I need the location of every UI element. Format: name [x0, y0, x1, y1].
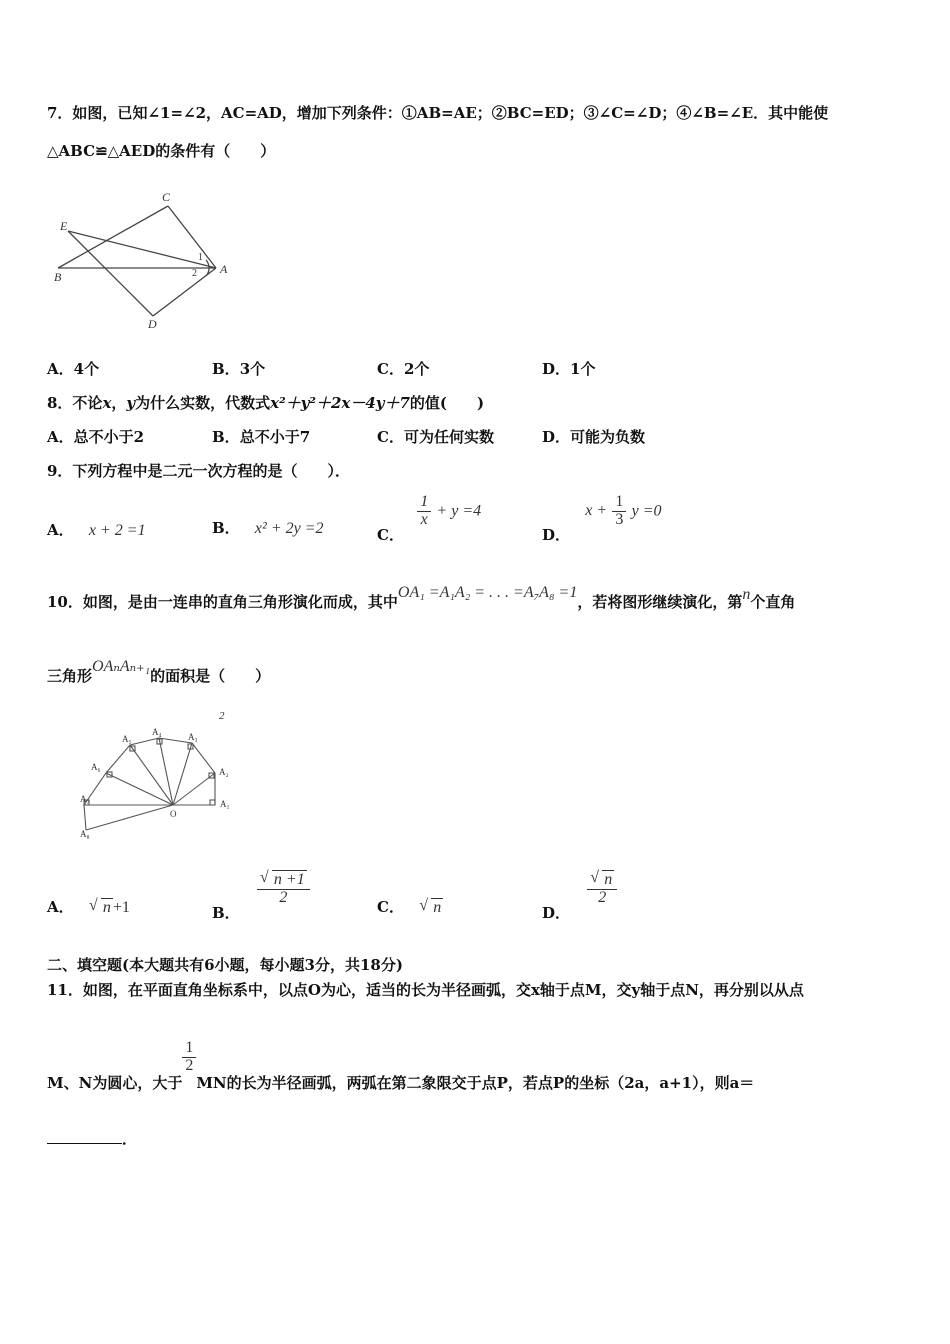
spoke-OA6 — [106, 773, 173, 805]
fraction-denominator: 2 — [279, 888, 288, 906]
option-letter: D． — [542, 360, 571, 378]
q9-stem: 9．下列方程中是二元一次方程的是（ ）． — [47, 462, 350, 480]
option-letter: D． — [542, 904, 571, 923]
label-A: A — [220, 262, 228, 276]
option-math: +1 — [112, 899, 130, 916]
label-A5: A₅ — [122, 734, 132, 744]
label-A3: A₃ — [188, 732, 198, 742]
option-text: 可能为负数 — [570, 428, 646, 446]
option-text: 总不小于7 — [239, 428, 311, 446]
q11-stem-line2 — [47, 1039, 755, 1093]
q8-expression: x²＋y²＋2x－4y＋7 — [270, 394, 410, 412]
fraction-numerator: 1 — [182, 1040, 196, 1058]
option-letter: B． — [212, 360, 240, 378]
label-angle-2: 2 — [192, 268, 197, 279]
q11-prefix: M、N为圆心，大于 — [47, 1074, 183, 1093]
q11-answer-line — [47, 1128, 137, 1149]
q10-suffix-2: 个直角 — [750, 593, 796, 611]
outer-edges — [84, 738, 215, 830]
option-text: 3个 — [239, 360, 266, 378]
option-math: + y =4 — [436, 502, 482, 520]
q7-stem-line2: △ABC≌△AED的条件有（ ） — [47, 142, 276, 160]
q10-prefix: 10．如图，是由一连串的直角三角形演化而成，其中 — [47, 593, 398, 611]
option-text: 总不小于2 — [73, 428, 145, 446]
q9-option-c[interactable] — [377, 493, 482, 545]
option-text: 可为任何实数 — [403, 428, 494, 446]
q10-stem-line1 — [47, 584, 796, 612]
var-y: y — [126, 394, 136, 412]
option-text: 2个 — [403, 360, 430, 378]
q7-option-d[interactable] — [542, 358, 595, 379]
segment-CA — [168, 206, 216, 268]
label-O: O — [170, 809, 177, 819]
option-letter: A． — [47, 360, 74, 378]
q10-option-c[interactable] — [377, 896, 443, 917]
radicand: n — [433, 899, 442, 916]
option-text: 4个 — [73, 360, 100, 378]
label-A2: A₂ — [219, 767, 229, 777]
section-title: 二、填空题(本大题共有6小题，每小题3分，共18分) — [47, 956, 403, 974]
q7-option-b[interactable] — [212, 358, 265, 379]
spoke-OA8 — [86, 805, 173, 830]
q7-option-c[interactable] — [377, 358, 429, 379]
q7-figure — [48, 188, 238, 333]
q10-stem-line2 — [47, 658, 271, 686]
fraction-numerator: √ n +1 — [257, 872, 310, 890]
option-letter: A． — [47, 521, 74, 539]
q8-mid: 为什么实数，代数式 — [135, 394, 271, 412]
q8-option-d[interactable] — [542, 426, 645, 447]
q7-stem-line1: 7．如图，已知∠1=∠2，AC=AD，增加下列条件：①AB=AE；②BC=ED；③∠C=∠D；④∠B=∠E．其中能使 — [47, 104, 829, 122]
fraction-denominator: x — [420, 510, 428, 528]
fraction-numerator: 1 — [612, 494, 626, 512]
fraction-denominator: 3 — [615, 510, 624, 528]
label-angle-1: 1 — [198, 252, 203, 263]
option-letter: C． — [377, 360, 404, 378]
option-letter: A． — [47, 898, 74, 916]
option-sqrt: √ n — [88, 897, 111, 916]
option-letter: A． — [47, 428, 74, 446]
q10-suffix-3: 的面积是（ ） — [150, 667, 271, 685]
q10-option-a[interactable] — [47, 896, 130, 917]
q10-figure — [75, 725, 245, 840]
label-C: C — [162, 190, 171, 204]
fraction-numerator: √ n — [587, 872, 617, 890]
q11-stem-line1: 11．如图，在平面直角坐标系中，以点O为心，适当的长为半径画弧，交x轴于点M，交y轴于点N，再分别以从点 — [47, 981, 804, 999]
fraction-numerator: 1 — [417, 494, 431, 512]
option-fraction — [612, 494, 626, 529]
option-text: 1个 — [570, 360, 596, 378]
option-letter: C． — [377, 526, 404, 545]
label-B: B — [54, 270, 62, 284]
radicand: n — [102, 899, 111, 916]
q9-option-d[interactable] — [542, 493, 662, 545]
label-E: E — [60, 219, 68, 233]
q8-option-a[interactable] — [47, 426, 144, 447]
option-math: y =0 — [631, 502, 662, 520]
option-letter: D． — [542, 526, 571, 545]
q8-prefix: 8．不论 — [47, 394, 103, 412]
option-fraction — [257, 869, 310, 907]
stray-mark: 2 — [219, 710, 225, 722]
option-letter: C． — [377, 898, 404, 916]
right-angle-mark — [210, 800, 215, 805]
radicand: n +1 — [273, 871, 305, 888]
option-letter: B． — [212, 428, 240, 446]
option-math: x² + 2y =2 — [254, 520, 324, 537]
option-math: x + 2 =1 — [88, 522, 146, 539]
label-A4: A₄ — [152, 727, 162, 737]
label-A8: A₈ — [80, 829, 90, 839]
option-letter: B． — [212, 904, 240, 923]
q10-option-d[interactable] — [542, 869, 617, 923]
q8-stem — [47, 392, 484, 413]
option-fraction — [587, 869, 617, 907]
label-A1: A₁ — [220, 799, 230, 809]
option-letter: B． — [212, 519, 240, 537]
radicand: n — [604, 871, 613, 888]
label-A6: A₆ — [91, 762, 101, 772]
q10-triangle: OAₙAₙ₊₁ — [92, 658, 151, 675]
option-fraction — [417, 494, 431, 529]
var-n: n — [742, 586, 751, 603]
half-fraction — [182, 1040, 196, 1075]
answer-blank[interactable] — [47, 1143, 122, 1144]
q10-option-b[interactable] — [212, 869, 310, 923]
q10-formula: OA₁ =A₁A₂ = . . . =A₇A₈ =1 — [397, 584, 578, 601]
fraction-denominator: 2 — [598, 888, 607, 906]
option-letter: C． — [377, 428, 404, 446]
option-sqrt: √ n — [419, 897, 442, 916]
q11-suffix: MN的长为半径画弧，两弧在第二象限交于点P，若点P的坐标（2a，a+1），则a＝ — [196, 1074, 755, 1093]
label-D: D — [148, 317, 157, 331]
label-A7: A₇ — [80, 794, 90, 804]
q8-suffix: 的值( ) — [409, 394, 485, 412]
option-math: x + — [585, 502, 608, 520]
q8-option-c[interactable] — [377, 426, 494, 447]
q8-comma: ， — [111, 394, 127, 412]
q11-end: ． — [122, 1130, 138, 1148]
q8-option-b[interactable] — [212, 426, 310, 447]
q10-prefix-2: 三角形 — [47, 667, 93, 685]
q9-option-b[interactable] — [212, 517, 324, 538]
q10-suffix: ，若将图形继续演化，第 — [577, 593, 743, 611]
fraction-denominator: 2 — [185, 1056, 194, 1074]
q7-option-a[interactable] — [47, 358, 99, 379]
segment-ED — [68, 231, 153, 316]
option-letter: D． — [542, 428, 571, 446]
q9-option-a[interactable] — [47, 519, 146, 540]
spoke-OA3 — [173, 743, 192, 805]
var-x: x — [102, 394, 112, 412]
